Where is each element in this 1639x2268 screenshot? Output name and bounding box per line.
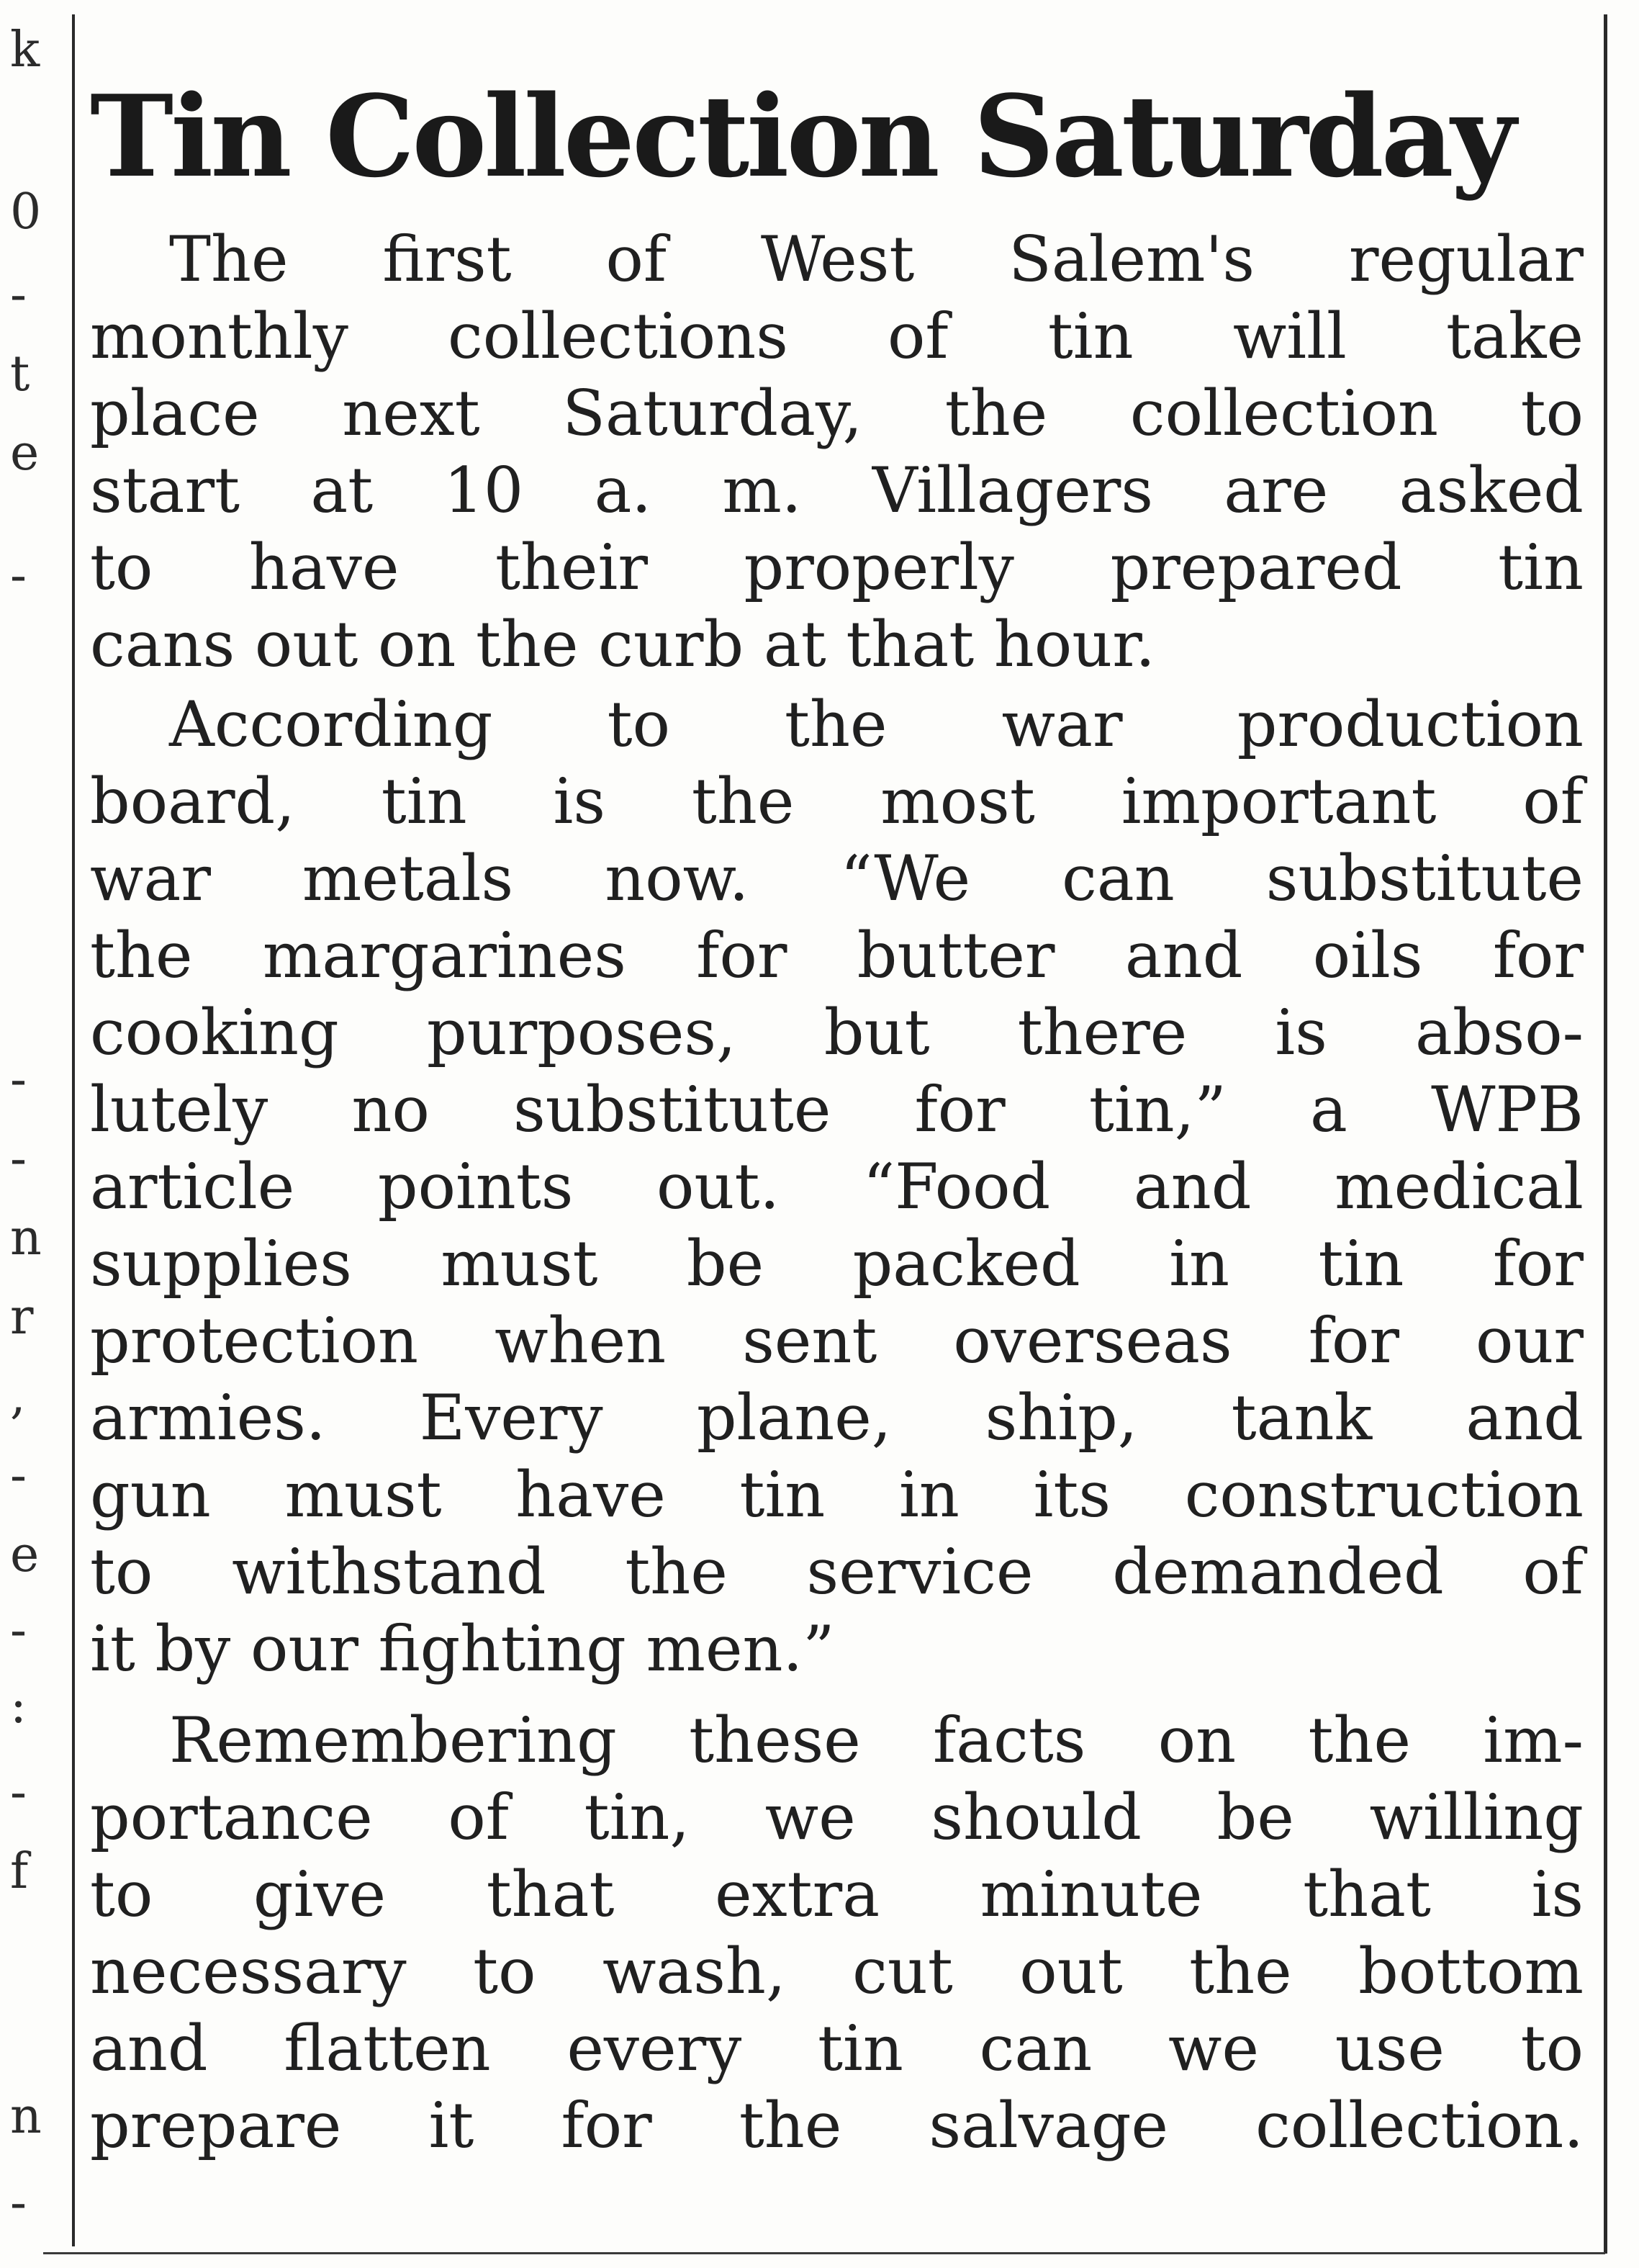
article xyxy=(90,68,1584,2164)
text-line: protection when sent overseas for our xyxy=(90,1304,1584,1377)
fragment-text: - xyxy=(10,1447,27,1504)
text-line: war metals now. “We can substitute xyxy=(90,842,1584,915)
paragraph-3 xyxy=(90,1702,1584,2164)
text-line: portance of tin, we should be willing xyxy=(90,1781,1584,1854)
text-line: article points out. “Food and medical xyxy=(90,1150,1584,1223)
text-line: to give that extra minute that is xyxy=(90,1858,1584,1931)
fragment-text: , xyxy=(10,1368,26,1425)
fragment-text: - xyxy=(10,2174,27,2231)
fragment-text: r xyxy=(10,1289,34,1346)
text-line: cooking purposes, but there is abso- xyxy=(90,996,1584,1069)
text-line: gun must have tin in its construction xyxy=(90,1458,1584,1531)
fragment-text: t xyxy=(10,346,30,402)
text-line: necessary to wash, cut out the bottom xyxy=(90,1935,1584,2008)
text-line: it by our fighting men.” xyxy=(90,1612,835,1686)
text-line: cans out on the curb at that hour. xyxy=(90,608,1155,681)
text-line: to have their properly prepared tin xyxy=(90,531,1584,604)
text-line: prepare it for the salvage collection. xyxy=(90,2089,1584,2162)
text-line: The first of West Salem's regular xyxy=(169,222,1584,296)
adjacent-column-fragments xyxy=(10,0,60,2268)
text-line: According to the war production xyxy=(169,688,1584,761)
text-line: Remembering these facts on the im- xyxy=(169,1704,1584,1777)
text-line: start at 10 a. m. Villagers are asked xyxy=(90,454,1584,527)
fragment-text: k xyxy=(10,22,40,78)
fragment-text: 0 xyxy=(10,184,42,240)
paragraph-1 xyxy=(90,221,1584,683)
fragment-text: - xyxy=(10,547,27,604)
fragment-text: e xyxy=(10,425,40,482)
text-line: place next Saturday, the collection to xyxy=(90,377,1584,450)
text-line: supplies must be packed in tin for xyxy=(90,1227,1584,1300)
fragment-text: - xyxy=(10,1051,27,1108)
text-line: monthly collections of tin will take xyxy=(90,300,1584,373)
fragment-text: n xyxy=(10,2088,42,2145)
fragment-text: e xyxy=(10,1526,40,1583)
column-rule-right xyxy=(1604,14,1607,2254)
fragment-text: : xyxy=(10,1678,27,1734)
bottom-rule xyxy=(43,2252,1605,2254)
text-line: board, tin is the most important of xyxy=(90,765,1584,838)
paragraph-2 xyxy=(90,686,1584,1688)
fragment-text: f xyxy=(10,1843,29,1900)
text-line: and flatten every tin can we use to xyxy=(90,2012,1584,2085)
text-line: to withstand the service demanded of xyxy=(90,1535,1584,1608)
fragment-text: - xyxy=(10,1764,27,1821)
fragment-text: - xyxy=(10,1602,27,1659)
text-line: lutely no substitute for tin,” a WPB xyxy=(90,1073,1584,1146)
column-rule-left xyxy=(72,14,75,2246)
text-line: armies. Every plane, ship, tank and xyxy=(90,1381,1584,1454)
fragment-text: n xyxy=(10,1210,42,1266)
headline: Tin Collection Saturday xyxy=(90,71,1514,202)
fragment-text: - xyxy=(10,266,27,323)
text-line: the margarines for butter and oils for xyxy=(90,919,1584,992)
fragment-text: - xyxy=(10,1130,27,1187)
